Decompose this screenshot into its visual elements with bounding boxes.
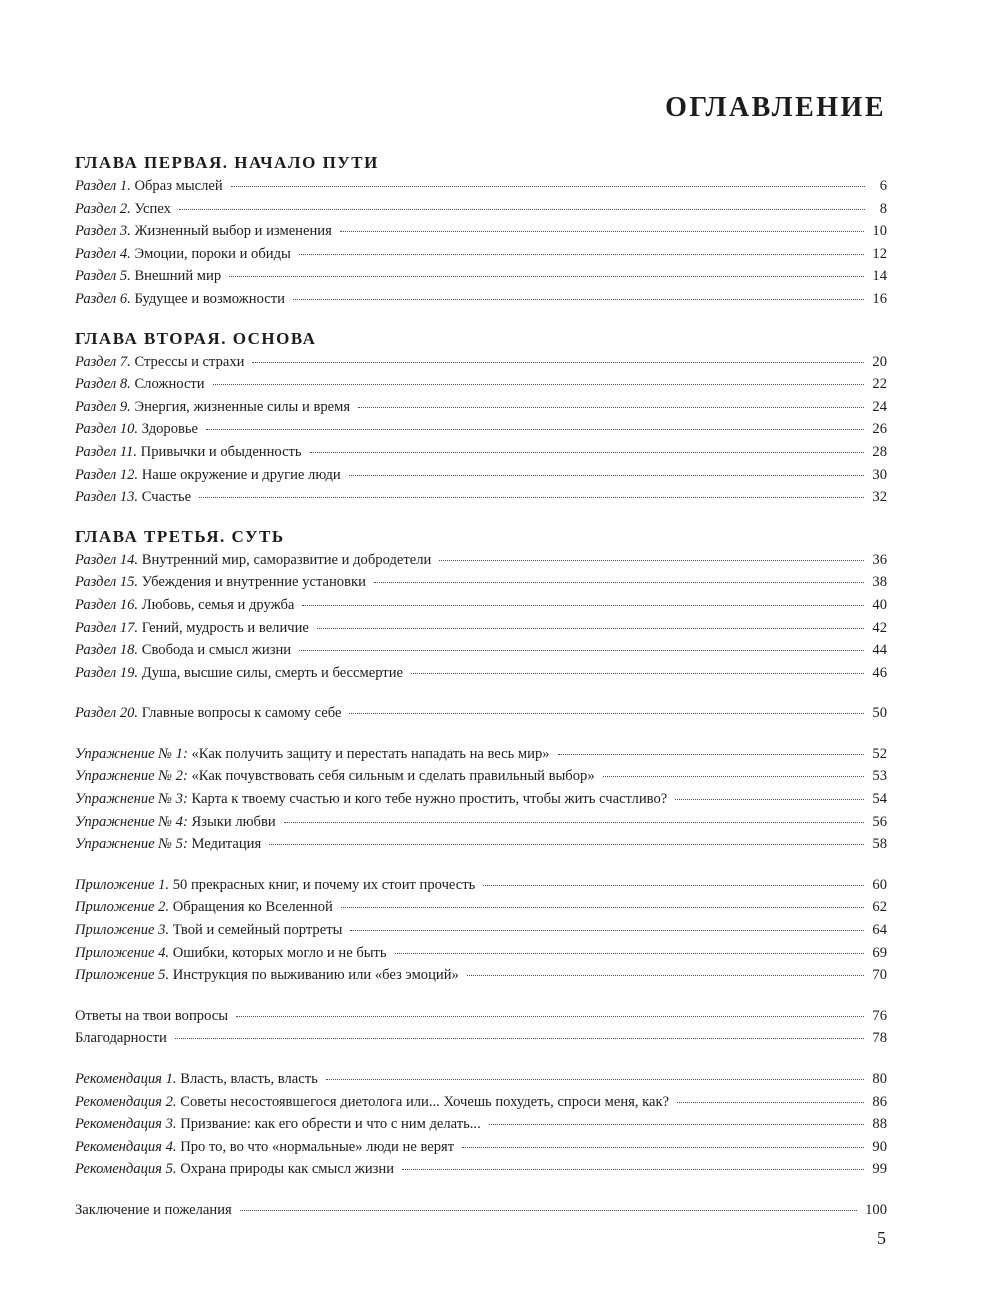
entry-label: Упражнение № 3: bbox=[75, 791, 188, 808]
entry-label: Раздел 8. bbox=[75, 376, 131, 393]
toc-entry-section-3[interactable] bbox=[75, 220, 887, 243]
entry-page: 80 bbox=[872, 1071, 887, 1087]
entry-page: 86 bbox=[872, 1093, 887, 1110]
entry-label: Приложение 2. bbox=[75, 899, 170, 916]
entry-title: Советы несостоявшегося диетолога или... Хочешь похудеть, спроси меня, как? bbox=[180, 1093, 670, 1110]
entry-title: Благодарности bbox=[75, 1030, 167, 1047]
toc-entry-answers[interactable] bbox=[75, 1005, 887, 1028]
entry-page: 62 bbox=[872, 899, 887, 916]
toc-entry-exercise-5[interactable] bbox=[75, 833, 887, 856]
entry-label: Раздел 10. bbox=[75, 421, 139, 438]
entry-page: 32 bbox=[872, 489, 887, 506]
dot-leader bbox=[284, 822, 865, 823]
toc-entry-section-7[interactable] bbox=[75, 351, 887, 374]
entry-label: Рекомендация 4. bbox=[75, 1138, 177, 1155]
dot-leader bbox=[240, 1210, 857, 1211]
entry-label: Раздел 9. bbox=[75, 398, 131, 415]
entry-label: Раздел 20. bbox=[75, 705, 139, 722]
entry-title: Образ мыслей bbox=[134, 178, 223, 194]
entry-page: 38 bbox=[872, 574, 887, 591]
toc-entry-recommendation-4[interactable] bbox=[75, 1136, 887, 1159]
toc-entry-exercise-3[interactable] bbox=[75, 788, 887, 811]
entry-label: Упражнение № 4: bbox=[75, 813, 188, 830]
entry-page: 22 bbox=[872, 376, 887, 393]
entry-page: 53 bbox=[872, 768, 887, 785]
entry-title: Привычки и обыденность bbox=[140, 443, 302, 460]
entry-page: 54 bbox=[872, 791, 887, 808]
entry-title: Наше окружение и другие люди bbox=[141, 466, 341, 483]
entry-page: 30 bbox=[872, 466, 887, 483]
entry-label: Приложение 4. bbox=[75, 944, 170, 961]
entry-label: Раздел 15. bbox=[75, 574, 139, 591]
entry-title: Заключение и пожелания bbox=[75, 1201, 232, 1218]
entry-page: 42 bbox=[872, 619, 887, 636]
entry-title: Здоровье bbox=[141, 421, 199, 438]
toc-entry-section-8[interactable] bbox=[75, 373, 887, 396]
entry-title: Обращения ко Вселенной bbox=[172, 899, 333, 916]
toc-entry-section-1[interactable] bbox=[75, 175, 887, 198]
page-title: ОГЛАВЛЕНИЕ bbox=[665, 92, 886, 123]
chapter-heading-3: ГЛАВА ТРЕТЬЯ. СУТЬ bbox=[75, 526, 285, 546]
entry-label: Раздел 5. bbox=[75, 268, 131, 285]
dot-leader bbox=[252, 362, 864, 363]
dot-leader bbox=[299, 254, 865, 255]
entry-title: Свобода и смысл жизни bbox=[141, 642, 292, 659]
entry-title: Охрана природы как смысл жизни bbox=[180, 1161, 395, 1178]
entry-title: Счастье bbox=[141, 489, 192, 506]
entry-label: Раздел 1. bbox=[75, 178, 131, 194]
toc-entry-section-17[interactable] bbox=[75, 617, 887, 640]
entry-title: 50 прекрасных книг, и почему их стоит прочесть bbox=[172, 876, 476, 893]
entry-title: Гений, мудрость и величие bbox=[141, 619, 309, 636]
dot-leader bbox=[349, 713, 864, 714]
entry-page: 100 bbox=[865, 1201, 887, 1218]
entry-page: 36 bbox=[872, 551, 887, 568]
toc-entry-section-15[interactable] bbox=[75, 571, 887, 594]
toc-entry-section-5[interactable] bbox=[75, 265, 887, 288]
entry-title: Сложности bbox=[134, 376, 205, 393]
entry-label: Раздел 14. bbox=[75, 551, 139, 568]
toc-entry-appendix-4[interactable] bbox=[75, 942, 887, 965]
dot-leader bbox=[675, 799, 864, 800]
entry-label: Раздел 13. bbox=[75, 489, 139, 506]
entry-label: Приложение 5. bbox=[75, 967, 170, 984]
toc-entry-section-13[interactable] bbox=[75, 486, 887, 509]
entry-title: Твой и семейный портреты bbox=[172, 922, 343, 939]
entry-page: 99 bbox=[872, 1161, 887, 1178]
toc-entry-recommendation-2[interactable] bbox=[75, 1091, 887, 1114]
entry-title: Любовь, семья и дружба bbox=[141, 596, 295, 613]
toc-entry-exercise-2[interactable] bbox=[75, 765, 887, 788]
toc-entry-acknowledgements[interactable] bbox=[75, 1027, 887, 1050]
dot-leader bbox=[179, 209, 865, 210]
entry-page: 40 bbox=[872, 596, 887, 613]
dot-leader bbox=[213, 384, 865, 385]
entry-page: 44 bbox=[872, 642, 887, 659]
dot-leader bbox=[489, 1124, 865, 1125]
entry-label: Раздел 7. bbox=[75, 353, 131, 370]
dot-leader bbox=[603, 776, 865, 777]
entry-page: 69 bbox=[872, 944, 887, 961]
toc-entry-section-12[interactable] bbox=[75, 464, 887, 487]
entry-label: Раздел 18. bbox=[75, 642, 139, 659]
entry-label: Раздел 11. bbox=[75, 443, 138, 460]
entry-page: 28 bbox=[872, 443, 887, 460]
entry-label: Раздел 4. bbox=[75, 245, 131, 262]
entry-label: Упражнение № 2: bbox=[75, 768, 188, 785]
entry-page: 56 bbox=[872, 813, 887, 830]
toc-entry-appendix-1[interactable] bbox=[75, 874, 887, 897]
entry-label: Раздел 16. bbox=[75, 596, 139, 613]
toc-entry-section-6[interactable] bbox=[75, 288, 887, 311]
toc-entry-exercise-1[interactable] bbox=[75, 743, 887, 766]
dot-leader bbox=[358, 407, 864, 408]
entry-title: Энергия, жизненные силы и время bbox=[134, 398, 351, 415]
dot-leader bbox=[462, 1147, 864, 1148]
entry-label: Упражнение № 5: bbox=[75, 836, 188, 853]
entry-page: 10 bbox=[872, 223, 887, 240]
entry-title: Власть, власть, власть bbox=[180, 1071, 318, 1087]
dot-leader bbox=[299, 650, 864, 651]
dot-leader bbox=[317, 628, 865, 629]
entry-title: Душа, высшие силы, смерть и бессмертие bbox=[141, 664, 403, 681]
entry-label: Раздел 2. bbox=[75, 200, 131, 217]
dot-leader bbox=[677, 1102, 864, 1103]
entry-label: Раздел 17. bbox=[75, 619, 139, 636]
dot-leader bbox=[439, 560, 864, 561]
entry-page: 26 bbox=[872, 421, 887, 438]
entry-title: «Как почувствовать себя сильным и сделать правильный выбор» bbox=[191, 768, 595, 785]
dot-leader bbox=[236, 1016, 864, 1017]
entry-title: Ошибки, которых могло и не быть bbox=[172, 944, 387, 961]
dot-leader bbox=[302, 605, 864, 606]
entry-label: Раздел 19. bbox=[75, 664, 139, 681]
table-of-contents bbox=[75, 150, 887, 1222]
dot-leader bbox=[293, 299, 865, 300]
entry-label: Приложение 1. bbox=[75, 876, 170, 893]
dot-leader bbox=[402, 1169, 864, 1170]
dot-leader bbox=[395, 953, 865, 954]
dot-leader bbox=[483, 885, 864, 886]
entry-page: 76 bbox=[872, 1007, 887, 1024]
dot-leader bbox=[374, 582, 865, 583]
entry-title: Инструкция по выживанию или «без эмоций» bbox=[172, 967, 459, 984]
entry-title: Призвание: как его обрести и что с ним делать... bbox=[180, 1116, 481, 1133]
toc-entry-section-19[interactable] bbox=[75, 662, 887, 685]
toc-entry-section-20[interactable] bbox=[75, 702, 887, 725]
entry-title: Успех bbox=[134, 200, 171, 217]
dot-leader bbox=[340, 231, 865, 232]
dot-leader bbox=[206, 429, 864, 430]
toc-entry-exercise-4[interactable] bbox=[75, 811, 887, 834]
toc-entry-section-18[interactable] bbox=[75, 639, 887, 662]
dot-leader bbox=[269, 844, 864, 845]
entry-page: 8 bbox=[879, 200, 887, 217]
toc-entry-recommendation-5[interactable] bbox=[75, 1158, 887, 1181]
entry-title: Ответы на твои вопросы bbox=[75, 1007, 229, 1024]
entry-page: 58 bbox=[872, 836, 887, 853]
entry-page: 64 bbox=[872, 922, 887, 939]
entry-page: 60 bbox=[872, 876, 887, 893]
toc-entry-recommendation-1[interactable] bbox=[75, 1068, 887, 1091]
dot-leader bbox=[411, 673, 864, 674]
entry-label: Рекомендация 5. bbox=[75, 1161, 177, 1178]
toc-entry-recommendation-3[interactable] bbox=[75, 1113, 887, 1136]
entry-label: Рекомендация 1. bbox=[75, 1071, 177, 1087]
toc-entry-section-11[interactable] bbox=[75, 441, 887, 464]
toc-entry-section-4[interactable] bbox=[75, 243, 887, 266]
dot-leader bbox=[310, 452, 865, 453]
toc-entry-appendix-5[interactable] bbox=[75, 964, 887, 987]
entry-page: 6 bbox=[879, 178, 887, 194]
dot-leader bbox=[349, 475, 865, 476]
entry-page: 14 bbox=[872, 268, 887, 285]
toc-entry-conclusion[interactable] bbox=[75, 1199, 887, 1222]
entry-title: Убеждения и внутренние установки bbox=[141, 574, 366, 591]
entry-title: Эмоции, пороки и обиды bbox=[134, 245, 291, 262]
entry-page: 52 bbox=[872, 745, 887, 762]
entry-page: 46 bbox=[872, 664, 887, 681]
dot-leader bbox=[341, 907, 865, 908]
entry-page: 50 bbox=[872, 705, 887, 722]
entry-page: 16 bbox=[872, 290, 887, 307]
toc-entry-section-2[interactable] bbox=[75, 198, 887, 221]
entry-title: Будущее и возможности bbox=[134, 290, 285, 307]
toc-entry-section-10[interactable] bbox=[75, 418, 887, 441]
dot-leader bbox=[558, 754, 865, 755]
entry-title: Главные вопросы к самому себе bbox=[141, 705, 342, 722]
entry-title: Языки любви bbox=[191, 813, 276, 830]
entry-page: 90 bbox=[872, 1138, 887, 1155]
entry-page: 70 bbox=[872, 967, 887, 984]
toc-entry-appendix-3[interactable] bbox=[75, 919, 887, 942]
dot-leader bbox=[229, 276, 864, 277]
entry-label: Раздел 6. bbox=[75, 290, 131, 307]
entry-label: Рекомендация 2. bbox=[75, 1093, 177, 1110]
entry-page: 24 bbox=[872, 398, 887, 415]
entry-label: Рекомендация 3. bbox=[75, 1116, 177, 1133]
dot-leader bbox=[326, 1079, 865, 1080]
dot-leader bbox=[350, 930, 864, 931]
entry-title: Внешний мир bbox=[134, 268, 222, 285]
entry-page: 88 bbox=[872, 1116, 887, 1133]
entry-title: Внутренний мир, саморазвитие и добродетели bbox=[141, 551, 432, 568]
entry-label: Раздел 12. bbox=[75, 466, 139, 483]
entry-label: Приложение 3. bbox=[75, 922, 170, 939]
entry-title: Стрессы и страхи bbox=[134, 353, 245, 370]
toc-entry-section-9[interactable] bbox=[75, 396, 887, 419]
entry-page: 78 bbox=[872, 1030, 887, 1047]
entry-page: 12 bbox=[872, 245, 887, 262]
entry-title: Медитация bbox=[191, 836, 262, 853]
entry-title: Про то, во что «нормальные» люди не верят bbox=[180, 1138, 455, 1155]
dot-leader bbox=[175, 1038, 865, 1039]
page-number: 5 bbox=[877, 1228, 886, 1248]
dot-leader bbox=[231, 186, 865, 187]
entry-page: 20 bbox=[872, 353, 887, 370]
toc-entry-section-14[interactable] bbox=[75, 549, 887, 572]
entry-label: Раздел 3. bbox=[75, 223, 131, 240]
dot-leader bbox=[467, 975, 865, 976]
chapter-heading-1: ГЛАВА ПЕРВАЯ. НАЧАЛО ПУТИ bbox=[75, 153, 379, 172]
entry-title: Жизненный выбор и изменения bbox=[134, 223, 332, 240]
entry-label: Упражнение № 1: bbox=[75, 745, 188, 762]
dot-leader bbox=[199, 497, 864, 498]
entry-title: Карта к твоему счастью и кого тебе нужно простить, чтобы жить счастливо? bbox=[191, 791, 668, 808]
chapter-heading-2: ГЛАВА ВТОРАЯ. ОСНОВА bbox=[75, 328, 317, 348]
toc-entry-appendix-2[interactable] bbox=[75, 896, 887, 919]
toc-entry-section-16[interactable] bbox=[75, 594, 887, 617]
entry-title: «Как получить защиту и перестать нападать на весь мир» bbox=[191, 745, 550, 762]
